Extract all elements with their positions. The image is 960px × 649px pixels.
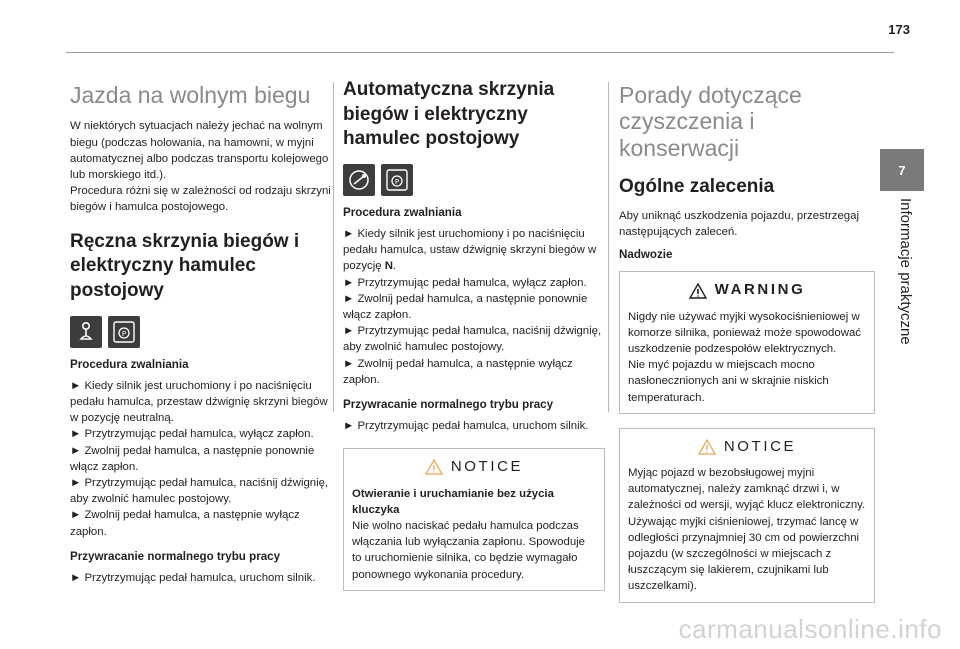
chapter-label: Informacje praktyczne <box>897 198 914 345</box>
notice-header <box>628 439 866 455</box>
notice-box <box>619 428 875 603</box>
notice-label: NOTICE <box>723 437 797 455</box>
chapter-tab: 7 <box>880 149 924 191</box>
notice-title: Otwieranie i uruchamianie bez użycia kluczyka <box>352 487 554 516</box>
procedure-steps-part-2: . ► Przytrzymując pedał hamulca, wyłącz zapłon. ► Zwolnij pedał hamulca, a następnie ponownie włącz zapłon. ► Przytrzymując pedał hamulca, naciśnij dźwignię, aby zwolnić hamulec postojowy. ► Zwolnij pedał hamulca, a następnie wyłącz zapłon. <box>343 260 602 386</box>
heading-cleaning: Porady dotyczące czyszczenia i konserwacji <box>619 82 802 161</box>
page-number: 173 <box>888 22 910 37</box>
warning-header <box>628 282 866 298</box>
procedure-steps: ► Kiedy silnik jest uruchomiony i po naciśnięciu pedału hamulca, przestaw dźwignię skrzyni biegów w pozycję neutralną. ► Przytrzymując pedał hamulca, wyłącz zapłon. ► Zwolnij pedał hamulca, a następnie ponownie włącz zapłon. ► Przytrzymując pedał hamulca, naciśnij dźwignię, aby zwolnić hamulec postojowy. ► Zwolnij pedał hamulca, a następnie wyłącz zapłon. <box>70 379 329 538</box>
column-3 <box>619 82 875 603</box>
heading-general: Ogólne zalecenia <box>619 176 775 198</box>
warning-label: WARNING <box>714 281 806 299</box>
restore-steps: ► Przytrzymując pedał hamulca, uruchom silnik. <box>70 571 316 584</box>
intro-paragraph: Aby uniknąć uszkodzenia pojazdu, przestrzegaj następujących zaleceń. <box>619 210 859 239</box>
icon-row <box>343 164 605 196</box>
notice-text: Myjąc pojazd w bezobsługowej myjni automatycznej, należy zamknąć drzwi i, w zależności od wersji, wyjąć klucz elektroniczny. Używając myjki ciśnieniowej, trzymać lancę w odległości przynajmniej 30 cm od powierzchni pojazdu (w szczególności w miejscach z łuszczącym się lakierem, czujnikami lub uszczelkami). <box>628 467 866 593</box>
svg-text:P: P <box>394 178 400 187</box>
automatic-gearbox-icon <box>343 164 375 196</box>
intro-paragraph: W niektórych sytuacjach należy jechać na wolnym biegu (podczas holowania, na hamowni, w myjni automatycznej albo podczas transportu kolejowego lub morskiego itd.). Procedura różni się w zależności od rodzaju skrzyni biegów i hamulca postojowego. <box>70 120 331 214</box>
column-divider <box>333 82 334 412</box>
column-2 <box>343 79 605 591</box>
svg-text:P: P <box>121 329 127 338</box>
notice-box <box>343 448 605 590</box>
column-divider <box>608 82 609 412</box>
heading-automatic-gearbox: Automatyczna skrzynia biegów i elektryczny hamulec postojowy <box>343 79 555 150</box>
warning-text: Nigdy nie używać myjki wysokociśnieniowej w komorze silnika, ponieważ może spowodować uszkodzenie podzespołów elektrycznych. Nie myć pojazdu w miejscach mocno nasłonecznionych ani w skrajnie niskich temperaturach. <box>628 310 861 404</box>
gear-position-n: N <box>384 260 394 273</box>
heading-coasting: Jazda na wolnym biegu <box>70 82 311 108</box>
heading-manual-gearbox: Ręczna skrzynia biegów i elektryczny hamulec postojowy <box>70 230 300 302</box>
icon-row <box>70 316 332 348</box>
footer-watermark: carmanualsonline.info <box>678 614 942 644</box>
header-rule <box>66 52 894 53</box>
notice-triangle-icon <box>425 459 443 475</box>
restore-steps: ► Przytrzymując pedał hamulca, uruchom silnik. <box>343 420 589 433</box>
column-1 <box>70 82 332 586</box>
electric-parking-brake-icon <box>381 164 413 196</box>
warning-triangle-icon <box>689 283 707 299</box>
procedure-steps <box>343 226 605 388</box>
warning-box <box>619 271 875 413</box>
procedure-heading: Procedura zwalniania <box>343 206 462 220</box>
notice-text: Nie wolno naciskać pedału hamulca podczas włączania lub wyłączania zapłonu. Spowoduje to uruchomienie silnika, co będzie wymagało ponownego wykonania procedury. <box>352 519 586 581</box>
electric-parking-brake-icon <box>108 316 140 348</box>
restore-heading: Przywracanie normalnego trybu pracy <box>70 549 281 563</box>
manual-gearbox-icon <box>70 316 102 348</box>
procedure-heading: Procedura zwalniania <box>70 357 189 371</box>
notice-label: NOTICE <box>450 458 524 476</box>
restore-heading: Przywracanie normalnego trybu pracy <box>343 398 554 412</box>
subheading-bodywork: Nadwozie <box>619 248 673 262</box>
procedure-steps-part-1: ► Kiedy silnik jest uruchomiony i po naciśnięciu pedału hamulca, ustaw dźwignię skrzyni biegów w pozycję <box>343 228 597 273</box>
notice-header <box>352 459 596 475</box>
notice-triangle-icon <box>698 439 716 455</box>
